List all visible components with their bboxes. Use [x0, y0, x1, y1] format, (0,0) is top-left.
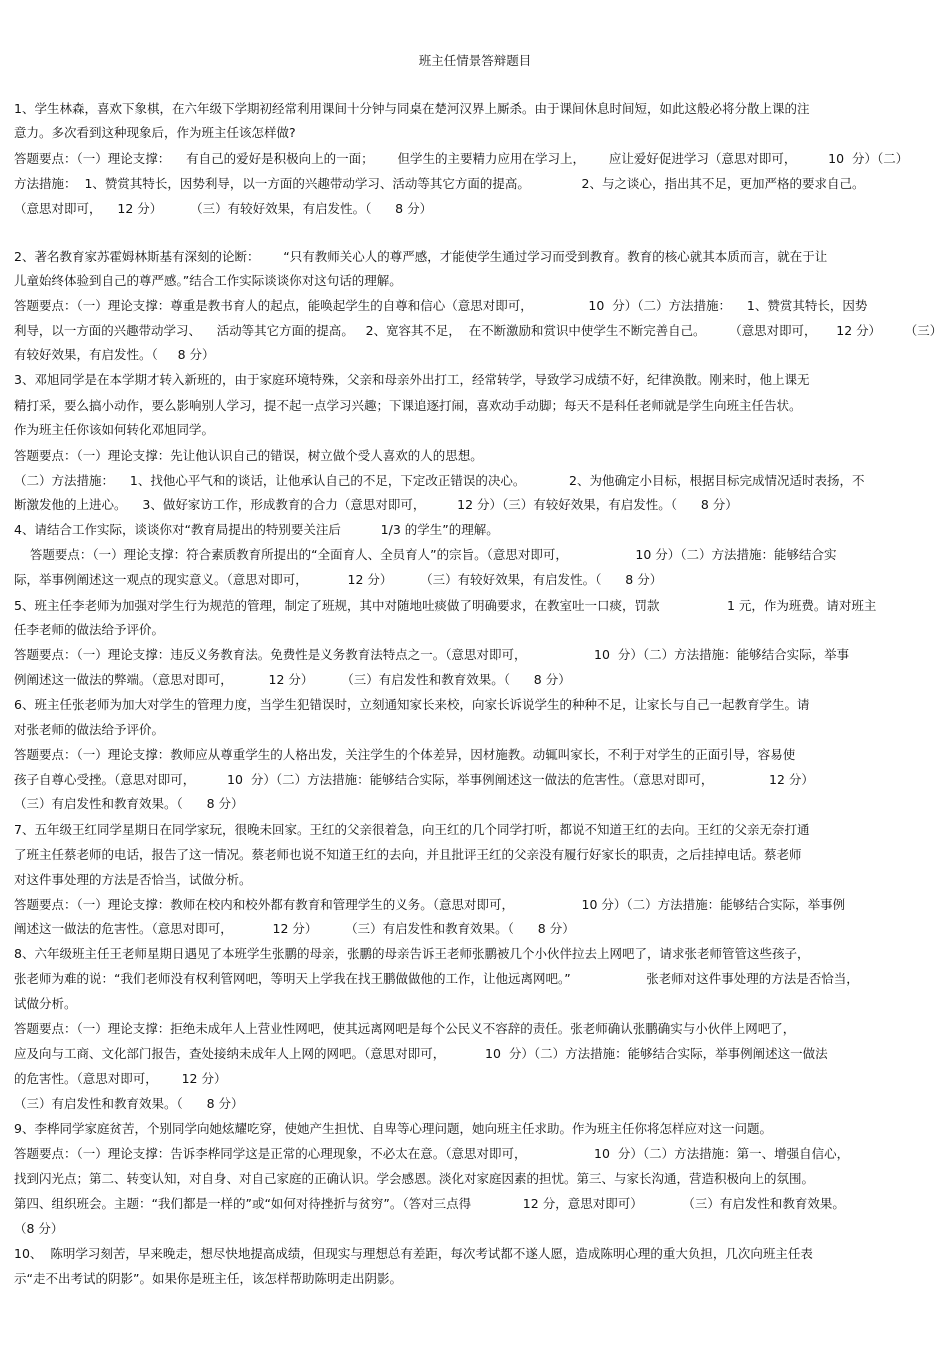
text-line: 答题要点：（一）理论支撑：违反义务教育法。免费性是义务教育法特点之一。（意思对即可， 10 分）（二）方法措施：能够结合实际，举事 — [14, 647, 850, 662]
text-line: 4、请结合工作实际，谈谈你对“教育局提出的特别要关注后 1/3 的学生”的理解。 — [14, 522, 499, 537]
text-line: 对这件事处理的方法是否恰当，试做分析。 — [14, 872, 252, 887]
text-line: 方法措施： 1、赞赏其特长，因势利导，以一方面的兴趣带动学习、活动等其它方面的提高。 2、与之谈心，指出其不足，更加严格的要求自己。 — [14, 176, 865, 191]
text-line: 际，举事例阐述这一观点的现实意义。（意思对即可， 12 分） （三）有较好效果，有启发性。（ 8 分） — [14, 572, 663, 587]
text-line: 了班主任蔡老师的电话，报告了这一情况。蔡老师也说不知道王红的去向，并且批评王红的父亲没有履行好家长的职责，之后挂掉电话。蔡老师 — [14, 847, 802, 862]
text-line: 试做分析。 — [14, 996, 77, 1011]
text-line: 答题要点：（一）理论支撑：拒绝未成年人上营业性网吧，使其远离网吧是每个公民义不容辞的责任。张老师确认张鹏确实与小伙伴上网吧了， — [14, 1021, 796, 1036]
text-line: 张老师为难的说：“我们老师没有权利管网吧，等明天上学我在找王鹏做做他的工作，让他远离网吧。” 张老师对这件事处理的方法是否恰当， — [14, 971, 859, 986]
document-title: 班主任情景答辩题目 — [418, 53, 532, 68]
text-line: 的危害性。（意思对即可， 12 分） — [14, 1071, 227, 1086]
text-line: 儿童始终体验到自己的尊严感。”结合工作实际谈谈你对这句话的理解。 — [14, 273, 402, 288]
text-line: 答题要点：（一）理论支撑：教师应从尊重学生的人格出发，关注学生的个体差异，因材施教。动辄叫家长，不利于对学生的正面引导，容易使 — [14, 747, 796, 762]
text-line: 答题要点：（一）理论支撑：先让他认识自己的错误，树立做个受人喜欢的人的思想。 — [14, 448, 483, 463]
text-line: 精打采，要么搞小动作，要么影响别人学习，提不起一点学习兴趣；下课追逐打闹，喜欢动手动脚；每天不是科任老师就是学生向班主任告状。 — [14, 398, 802, 413]
text-line: 阐述这一做法的危害性。（意思对即可， 12 分） （三）有启发性和教育效果。（ 8 分） — [14, 921, 575, 936]
text-line: （8 分） — [14, 1221, 64, 1236]
text-line: 答题要点：（一）理论支撑：教师在校内和校外都有教育和管理学生的义务。（意思对即可， 10 分）（二）方法措施：能够结合实际，举事例 — [14, 897, 846, 912]
text-line: （意思对即可， 12 分） （三）有较好效果，有启发性。（ 8 分） — [14, 201, 433, 216]
text-line: 对张老师的做法给予评价。 — [14, 722, 165, 737]
text-line: 答题要点：（一）理论支撑： 有自己的爱好是积极向上的一面； 但学生的主要精力应用在学习上， 应让爱好促进学习（意思对即可， 10 分）（二） — [14, 151, 909, 166]
text-line: 6、班主任张老师为加大对学生的管理力度，当学生犯错误时，立刻通知家长来校，向家长诉说学生的种种不足，让家长与自己一起教育学生。请 — [14, 697, 810, 712]
text-line: 应及向与工商、文化部门报告，查处接纳未成年人上网的网吧。（意思对即可， 10 分）（二）方法措施：能够结合实际，举事例阐述这一做法 — [14, 1046, 828, 1061]
text-line: 找到闪光点；第二、转变认知，对自身、对自己家庭的正确认识。学会感恩。淡化对家庭因素的担忧。第三、与家长沟通，营造积极向上的氛围。 — [14, 1171, 815, 1186]
text-line: 7、五年级王红同学星期日在同学家玩，很晚未回家。王红的父亲很着急，向王红的几个同学打听，都说不知道王红的去向。王红的父亲无奈打通 — [14, 822, 810, 837]
text-line: （二）方法措施： 1、找他心平气和的谈话，让他承认自己的不足，下定改正错误的决心。 2、为他确定小目标，根据目标完成情况适时表扬，不 — [14, 473, 865, 488]
text-line: 作为班主任你该如何转化邓旭同学。 — [14, 422, 215, 437]
text-line: 有较好效果，有启发性。（ 8 分） — [14, 347, 215, 362]
text-line: 9、李桦同学家庭贫苦，个别同学向她炫耀吃穿，使她产生担忧、自卑等心理问题，她向班主任求助。作为班主任你将怎样应对这一问题。 — [14, 1121, 772, 1136]
text-line: 例阐述这一做法的弊端。（意思对即可， 12 分） （三）有启发性和教育效果。（ 8 分） — [14, 672, 571, 687]
text-line: 孩子自尊心受挫。（意思对即可， 10 分）（二）方法措施：能够结合实际，举事例阐述这一做法的危害性。（意思对即可， 12 分） — [14, 772, 814, 787]
text-line: 答题要点：（一）理论支撑：告诉李桦同学这是正常的心理现象，不必太在意。（意思对即可， 10 分）（二）方法措施：第一、增强自信心， — [14, 1146, 850, 1161]
text-line: 利导，以一方面的兴趣带动学习、 活动等其它方面的提高。 2、宽容其不足， 在不断激励和赏识中使学生不断完善自己。 （意思对即可， 12 分） （三） — [14, 323, 943, 338]
text-line: 意力。多次看到这种现象后，作为班主任该怎样做? — [14, 125, 296, 140]
text-line: 1、学生林森，喜欢下象棋，在六年级下学期初经常利用课间十分钟与同桌在楚河汉界上厮杀。由于课间休息时间短，如此这般必将分散上课的注 — [14, 101, 810, 116]
text-line: 2、著名教育家苏霍姆林斯基有深刻的论断： “只有教师关心人的尊严感，才能使学生通过学习而受到教育。教育的核心就其本质而言，就在于让 — [14, 249, 828, 264]
text-line: （三）有启发性和教育效果。（ 8 分） — [14, 796, 244, 811]
text-line: 任李老师的做法给予评价。 — [14, 622, 165, 637]
text-line: 3、邓旭同学是在本学期才转入新班的，由于家庭环境特殊，父亲和母亲外出打工，经常转学，导致学习成绩不好，纪律涣散。刚来时，他上课无 — [14, 372, 810, 387]
text-line: 答题要点：（一）理论支撑：尊重是教书育人的起点，能唤起学生的自尊和信心（意思对即可， 10 分）（二）方法措施： 1、赞赏其特长，因势 — [14, 298, 868, 313]
text-line: 示“走不出考试的阴影”。如果你是班主任，该怎样帮助陈明走出阴影。 — [14, 1271, 402, 1286]
text-line: 断激发他的上进心。 3、做好家访工作，形成教育的合力（意思对即可， 12 分）（三）有较好效果，有启发性。（ 8 分） — [14, 497, 738, 512]
text-line: 5、班主任李老师为加强对学生行为规范的管理，制定了班规，其中对随地吐痰做了明确要求，在教室吐一口痰，罚款 1 元，作为班费。请对班主 — [14, 598, 877, 613]
text-line: 答题要点：（一）理论支撑：符合素质教育所提出的“全面育人、全员育人”的宗旨。（意思对即可， 10 分）（二）方法措施：能够结合实 — [14, 547, 837, 562]
text-line: （三）有启发性和教育效果。（ 8 分） — [14, 1096, 244, 1111]
text-line: 第四、组织班会。主题：“我们都是一样的”或“如何对待挫折与贫穷”。（答对三点得 12 分，意思对即可） （三）有启发性和教育效果。 — [14, 1196, 845, 1211]
text-line: 10、 陈明学习刻苦，早来晚走，想尽快地提高成绩，但现实与理想总有差距，每次考试都不遂人愿，造成陈明心理的重大负担，几次向班主任表 — [14, 1246, 813, 1261]
text-line: 8、六年级班主任王老师星期日遇见了本班学生张鹏的母亲，张鹏的母亲告诉王老师张鹏被几个小伙伴拉去上网吧了，请求张老师管管这些孩子， — [14, 946, 810, 961]
